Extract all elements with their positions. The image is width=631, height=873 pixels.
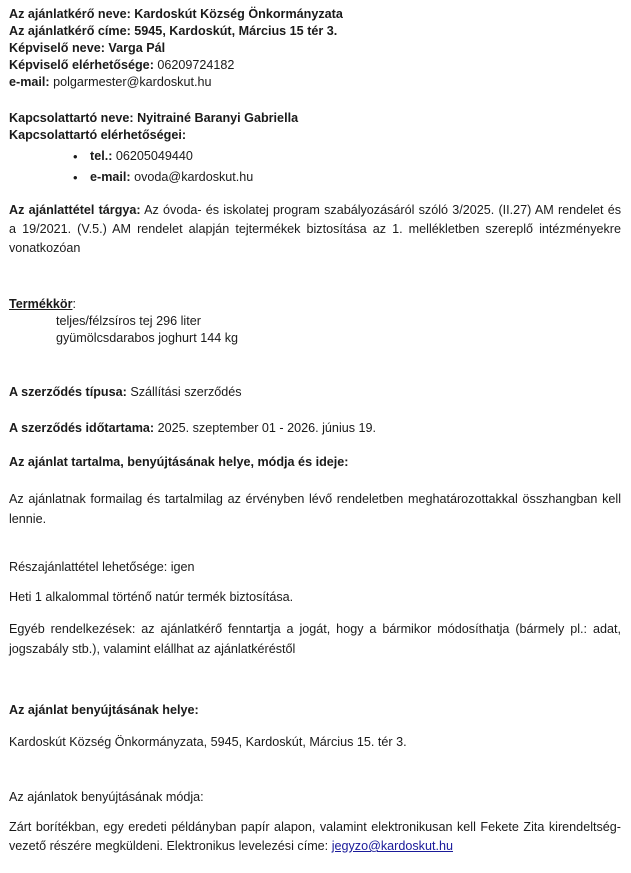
submission-method-paragraph: [9, 818, 621, 856]
submission-place-value: Kardoskút Község Önkormányzata, 5945, Kardoskút, Március 15. tér 3.: [9, 735, 407, 749]
contact-details-label: Kapcsolattartó elérhetőségei:: [9, 128, 187, 142]
products-heading: [9, 296, 621, 313]
issuer-address-label: Az ajánlatkérő címe:: [9, 24, 131, 38]
other-provisions-paragraph: Egyéb rendelkezések: az ajánlatkérő fenntartja a jogát, hogy a bármikor módosíthatja (bármely pl.: adat, jogszabály stb.), valamint elállhat az ajánlatkéréstől: [9, 622, 621, 656]
products-label: Termékkör: [9, 297, 73, 311]
issuer-email-line: [9, 74, 621, 91]
contract-type-label: A szerződés típusa:: [9, 385, 127, 399]
contact-name-value: Nyitrainé Baranyi Gabriella: [137, 111, 299, 125]
offer-content-text: Az ajánlatnak formailag és tartalmilag az érvényben lévő rendeletben meghatározottakkal összhangban kell lennie.: [9, 492, 621, 526]
rep-name-value: Varga Pál: [108, 41, 166, 55]
issuer-name-value: Kardoskút Község Önkormányzata: [134, 7, 343, 21]
issuer-name-label: Az ajánlatkérő neve:: [9, 7, 131, 21]
issuer-name-line: [9, 6, 621, 23]
submission-place-heading: [9, 702, 621, 719]
subject-label: Az ajánlattétel tárgya:: [9, 203, 141, 217]
subject-paragraph: [9, 201, 621, 258]
rep-contact-value: 06209724182: [157, 58, 235, 72]
rep-name-line: [9, 40, 621, 57]
issuer-address-value: 5945, Kardoskút, Március 15 tér 3.: [134, 24, 338, 38]
document-page: [9, 6, 621, 856]
rep-contact-line: [9, 57, 621, 74]
issuer-block: [9, 6, 621, 91]
contract-duration-value: 2025. szeptember 01 - 2026. június 19.: [157, 421, 377, 435]
issuer-address-line: [9, 23, 621, 40]
offer-content-heading-text: Az ajánlat tartalma, benyújtásának helye, módja és ideje:: [9, 455, 349, 469]
contact-tel-item: [9, 146, 621, 167]
submission-method-text: Zárt borítékban, egy eredeti példányban papír alapon, valamint elektronikusan kell Fekete Zita kirendeltség-vezető részére megküldeni. Elektronikus levelezési címe:: [9, 820, 621, 853]
products-block: [9, 296, 621, 347]
subject-text: Az óvoda- és iskolatej program szabályozásáról szóló 3/2025. (II.27) AM rendelet és a 19/2021. (V.5.) AM rendelet alapján tejtermékek biztosítása az 1. mellékletben szereplő intézményekre vonatkozóan: [9, 203, 621, 255]
products-colon: :: [72, 297, 76, 311]
contact-block: [9, 110, 621, 188]
contact-details-heading: [9, 127, 621, 144]
contact-email-value: ovoda@kardoskut.hu: [134, 170, 254, 184]
weekly-line: Heti 1 alkalommal történő natúr termék biztosítása.: [9, 590, 294, 604]
contract-type-line: [9, 384, 621, 401]
submission-email-link[interactable]: jegyzo@kardoskut.hu: [331, 839, 453, 853]
partial-offer-line: Részajánlattétel lehetősége: igen: [9, 560, 195, 574]
issuer-email-value: polgarmester@kardoskut.hu: [53, 75, 212, 89]
rep-name-label: Képviselő neve:: [9, 41, 105, 55]
contact-tel-value: 06205049440: [115, 149, 193, 163]
contact-list: [9, 146, 621, 188]
contact-name-line: [9, 110, 621, 127]
rep-contact-label: Képviselő elérhetősége:: [9, 58, 154, 72]
submission-method-heading: Az ajánlatok benyújtásának módja:: [9, 790, 204, 804]
contract-type-value: Szállítási szerződés: [130, 385, 242, 399]
issuer-email-label: e-mail:: [9, 75, 50, 89]
contract-duration-line: [9, 420, 621, 437]
product-item: gyümölcsdarabos joghurt 144 kg: [56, 331, 239, 345]
contract-duration-label: A szerződés időtartama:: [9, 421, 155, 435]
contact-email-item: [9, 167, 621, 188]
contact-tel-label: tel.:: [90, 149, 113, 163]
contact-name-label: Kapcsolattartó neve:: [9, 111, 134, 125]
contact-email-label: e-mail:: [90, 170, 131, 184]
submission-place-heading-text: Az ajánlat benyújtásának helye:: [9, 703, 199, 717]
offer-content-heading: [9, 454, 621, 471]
product-item: teljes/félzsíros tej 296 liter: [56, 314, 201, 328]
